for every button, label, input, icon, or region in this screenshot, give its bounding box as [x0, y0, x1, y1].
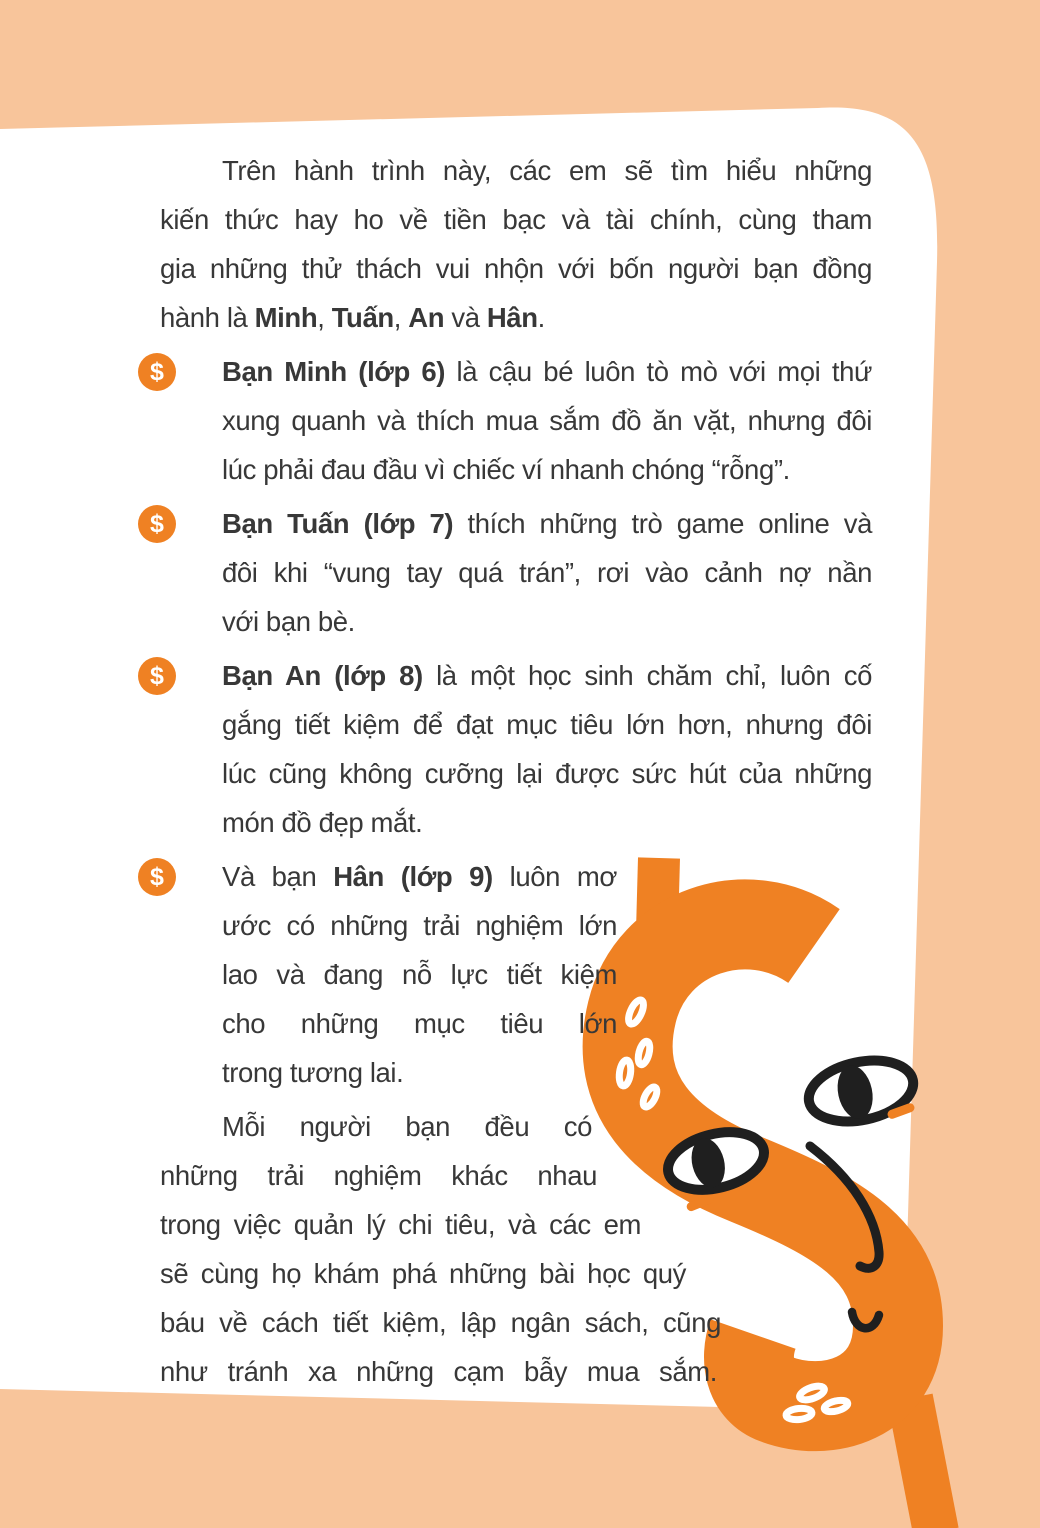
text-line [160, 244, 872, 293]
character-bullet-item [150, 347, 873, 494]
text-line [222, 347, 872, 396]
bullet-text [222, 499, 872, 646]
text-line [222, 749, 872, 798]
text-line [222, 396, 872, 445]
text: trong việc quản lý chi tiêu, và các em [160, 1209, 641, 1240]
text: món đồ đẹp mắt. [222, 807, 423, 838]
text-line [222, 597, 872, 646]
dollar-coin-bullet-icon: $ [138, 657, 176, 695]
text: hành là [160, 302, 255, 333]
text: Mỗi người bạn đều có [222, 1111, 592, 1142]
text: sẽ cùng họ khám phá những bài học quý [160, 1258, 686, 1289]
text: báu về cách tiết kiệm, lập ngân sách, cũng [160, 1307, 721, 1338]
text: trong tương lai. [222, 1057, 404, 1088]
character-bullet-item [150, 852, 872, 1097]
dollar-coin-bullet-icon: $ [138, 858, 176, 896]
text: luôn mơ [492, 861, 618, 892]
bold-text: Hân [486, 302, 538, 333]
text: , [393, 302, 409, 333]
bold-text: Bạn Tuấn (lớp 7) [222, 508, 454, 539]
text: đôi khi “vung tay quá trán”, rơi vào cảnh nợ nần [222, 557, 872, 588]
bold-text: An [408, 302, 445, 333]
text-line [222, 700, 872, 749]
text: là cậu bé luôn tò mò với mọi thứ [445, 356, 873, 387]
text: cho những mục tiêu lớn [222, 1008, 617, 1039]
intro-paragraph [160, 146, 872, 342]
text-line [222, 146, 872, 195]
bold-text: Tuấn [331, 302, 394, 333]
text: lúc phải đau đầu vì chiếc ví nhanh chóng “rỗng”. [222, 454, 790, 485]
text-line [160, 1249, 686, 1298]
outro-paragraph [160, 1102, 872, 1396]
text-line [160, 1298, 721, 1347]
text: và [444, 302, 487, 333]
mascot-bottom-stem [910, 1398, 936, 1528]
character-bullet-item [150, 499, 872, 646]
dollar-coin-bullet-icon: $ [138, 505, 176, 543]
text-line [160, 1200, 641, 1249]
bullet-text [222, 347, 872, 494]
text-line [222, 651, 872, 700]
text-line [222, 798, 872, 847]
text-line [160, 1347, 717, 1396]
text: là một học sinh chăm chỉ, luôn cố [422, 660, 872, 691]
text-line [222, 445, 872, 494]
character-bullet-item [150, 651, 872, 847]
dollar-coin-bullet-icon: $ [138, 353, 176, 391]
text: xung quanh và thích mua sắm đồ ăn vặt, nhưng đôi [222, 405, 872, 436]
text-line [222, 499, 872, 548]
text-line [160, 293, 872, 342]
text-line [222, 999, 617, 1048]
bold-text: Bạn Minh (lớp 6) [222, 356, 446, 387]
text-line [222, 852, 617, 901]
bullet-text [222, 852, 872, 1097]
text-line [160, 1151, 597, 1200]
bullet-text [222, 651, 872, 847]
text-line [222, 548, 872, 597]
text: lao và đang nỗ lực tiết kiệm [222, 959, 617, 990]
text-line [222, 1102, 592, 1151]
text-line [222, 1048, 617, 1097]
text: gắng tiết kiệm để đạt mục tiêu lớn hơn, nhưng đôi [222, 709, 872, 740]
text: kiến thức hay ho về tiền bạc và tài chính, cùng tham [160, 204, 872, 235]
text-line [222, 950, 617, 999]
text-content [150, 146, 873, 1396]
text: lúc cũng không cưỡng lại được sức hút của những [222, 758, 872, 789]
text: thích những trò game online và [453, 508, 872, 539]
character-list [150, 347, 873, 1097]
text-line [222, 901, 617, 950]
bold-text: Bạn An (lớp 8) [222, 660, 423, 691]
text: , [317, 302, 332, 333]
bold-text: Minh [254, 302, 318, 333]
text: như tránh xa những cạm bẫy mua sắm. [160, 1356, 717, 1387]
text-line [160, 195, 872, 244]
text: những trải nghiệm khác nhau [160, 1160, 597, 1191]
text: với bạn bè. [222, 606, 355, 637]
text: ước có những trải nghiệm lớn [222, 910, 617, 941]
text: Và bạn [222, 861, 334, 892]
bold-text: Hân (lớp 9) [333, 861, 493, 892]
text: Trên hành trình này, các em sẽ tìm hiểu những [222, 155, 872, 186]
text: gia những thử thách vui nhộn với bốn người bạn đồng [160, 253, 872, 284]
text: . [537, 302, 545, 333]
